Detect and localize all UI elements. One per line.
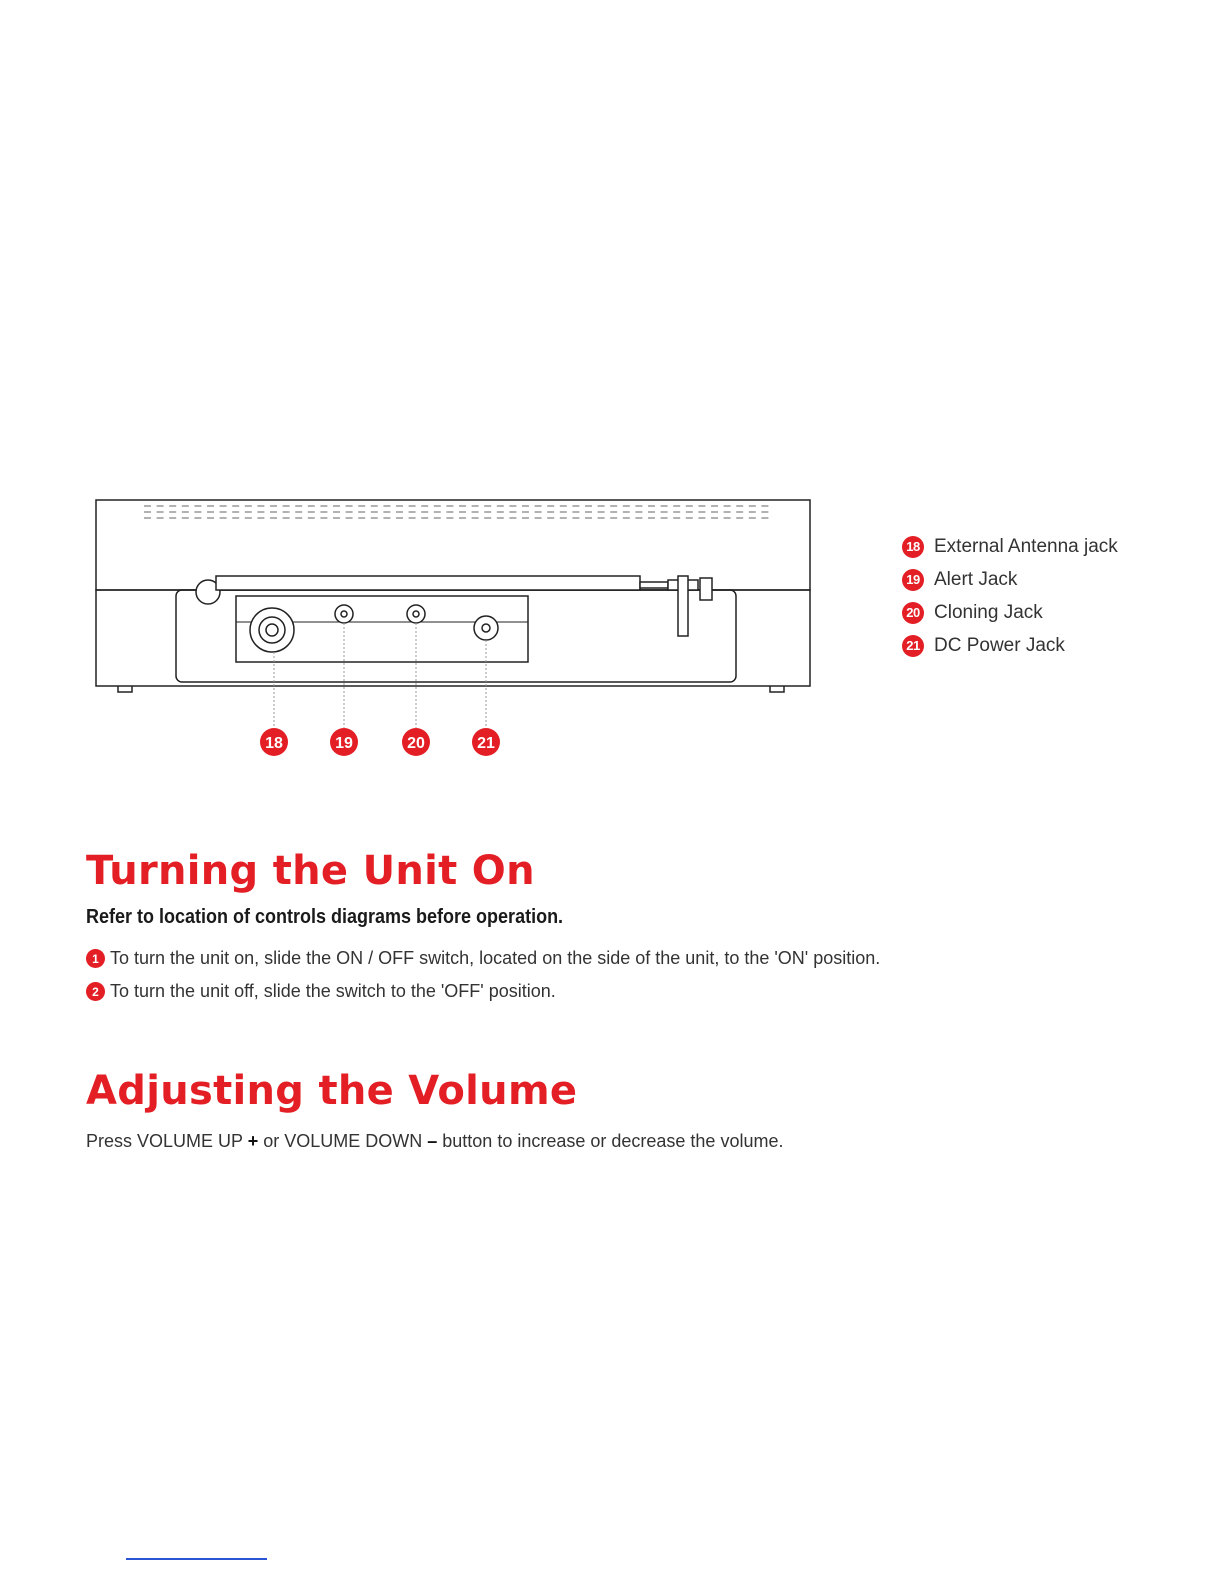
callout-18 <box>260 728 288 756</box>
legend-item <box>902 530 1118 563</box>
legend-label: External Antenna jack <box>934 535 1118 557</box>
rear-panel-diagram <box>88 492 818 762</box>
legend-item <box>902 629 1118 662</box>
callout-19 <box>330 728 358 756</box>
lower-housing <box>96 590 810 686</box>
volume-text-suffix: button to increase or decrease the volume. <box>437 1131 784 1151</box>
legend-item <box>902 596 1118 629</box>
minus-symbol: – <box>427 1131 438 1151</box>
step-number: 2 <box>86 982 105 1001</box>
vent-slots <box>144 506 768 518</box>
legend-label: Cloning Jack <box>934 601 1043 623</box>
step-item <box>86 981 556 1002</box>
volume-text-prefix: Press VOLUME UP <box>86 1131 248 1151</box>
cloning-jack <box>407 605 425 623</box>
legend-number: 21 <box>902 635 924 657</box>
foot-left <box>118 686 132 692</box>
turning-on-subheading: Refer to location of controls diagrams before operation. <box>86 906 564 928</box>
foot-right <box>770 686 784 692</box>
legend-item <box>902 563 1118 596</box>
volume-instructions <box>86 1131 783 1152</box>
callout-label: 20 <box>407 735 425 752</box>
legend-label: DC Power Jack <box>934 634 1065 656</box>
turning-on-heading: Turning the Unit On <box>86 848 535 894</box>
callout-20 <box>402 728 430 756</box>
dc-power-jack <box>474 616 498 640</box>
jack-legend <box>902 530 1118 662</box>
legend-number: 20 <box>902 602 924 624</box>
volume-heading: Adjusting the Volume <box>86 1068 578 1114</box>
callout-label: 21 <box>477 735 495 752</box>
alert-jack <box>335 605 353 623</box>
step-text: To turn the unit on, slide the ON / OFF switch, located on the side of the unit, to the 'ON' position. <box>110 948 881 968</box>
step-item <box>86 948 880 969</box>
antenna-clip <box>678 576 688 636</box>
plus-symbol: + <box>247 1131 259 1151</box>
callout-label: 19 <box>335 735 353 752</box>
step-text: To turn the unit off, slide the switch to the 'OFF' position. <box>110 981 556 1001</box>
footer-rule <box>126 1558 267 1560</box>
step-number: 1 <box>86 949 105 968</box>
antenna-rod <box>216 576 640 590</box>
callout-label: 18 <box>265 735 283 752</box>
callout-21 <box>472 728 500 756</box>
legend-number: 18 <box>902 536 924 558</box>
radio-rear-illustration <box>88 492 818 762</box>
legend-number: 19 <box>902 569 924 591</box>
volume-text-middle: or VOLUME DOWN <box>258 1131 428 1151</box>
external-antenna-jack <box>250 608 294 652</box>
legend-label: Alert Jack <box>934 568 1018 590</box>
